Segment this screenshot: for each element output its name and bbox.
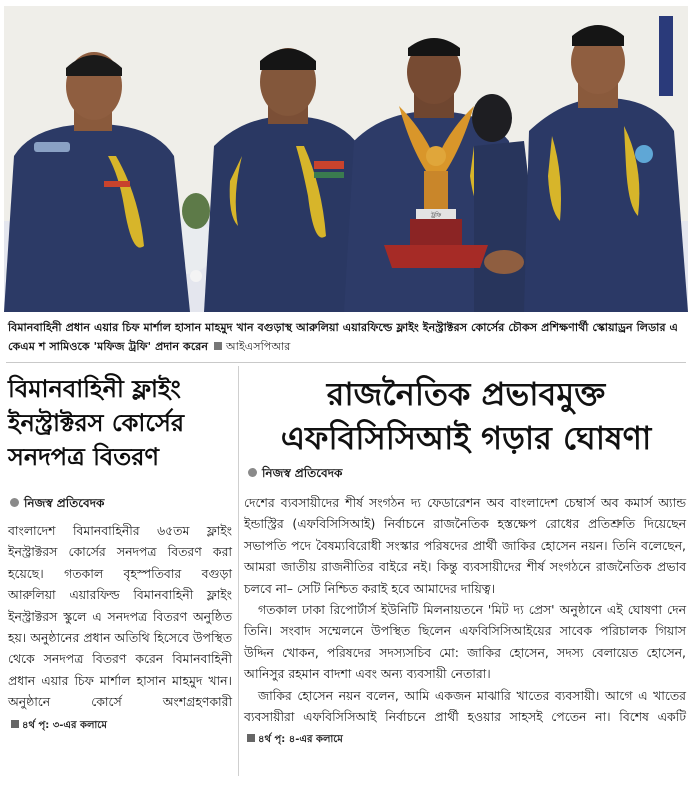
bullet-dot-icon — [248, 468, 257, 477]
right-paragraph-3 — [244, 685, 686, 751]
square-bullet-icon — [214, 342, 222, 350]
bullet-dot-icon — [10, 498, 19, 507]
square-bullet-icon — [247, 734, 255, 742]
right-story-continuation — [244, 734, 343, 745]
right-story-headline: রাজনৈতিক প্রভাবমুক্ত এফবিসিসিআই গড়ার ঘোষণা — [280, 375, 652, 457]
trophy-plaque-text: ট্রফি — [430, 212, 442, 219]
square-bullet-icon — [11, 720, 19, 728]
left-story-continuation — [8, 720, 107, 731]
right-story-byline — [248, 465, 342, 485]
left-story-headline: বিমানবাহিনী ফ্লাইং ইনস্ট্রাক্টরস কোর্সের সনদপত্র বিতরণ — [8, 375, 185, 471]
horizontal-divider — [6, 362, 686, 363]
left-story-byline — [10, 495, 104, 515]
news-photo — [4, 6, 688, 312]
banner-strip — [659, 16, 673, 96]
right-paragraph-2: গতকাল ঢাকা রিপোর্টার্স ইউনিটি মিলনায়তনে 'মিট দ্য প্রেস' অনুষ্ঠানে এই ঘোষণা দেন তিনি। সংবাদ সম্মেলনে উপস্থিত ছিলেন এফবিসিসিআইয়ের সাবেক পরিচালক গিয়াস উদ্দিন খোকন, পরিষদের সদস্যসচিব মো: জাকির হোসেন, সদস্য বেলায়েত হোসেন, আনিসুর রহমান বাদশা এবং অন্য ব্যবসায়ী নেতারা। — [244, 602, 686, 682]
right-jump-text: ৪র্থ পৃ: ৪-এর কলামে — [258, 734, 343, 746]
right-byline-text: নিজস্ব প্রতিবেদক — [262, 466, 343, 480]
caption-source: আইএসপিআর — [226, 340, 291, 353]
left-byline-text: নিজস্ব প্রতিবেদক — [24, 496, 105, 510]
award-ceremony-photo — [4, 6, 688, 312]
right-paragraph-3-text: জাকির হোসেন নয়ন বলেন, আমি একজন মাঝারি খাতের ব্যবসায়ী। আগে এ খাতের ব্যবসায়ীরা এফবিসিসিআই নির্বাচনে প্রার্থী হওয়ার সাহসই পেতেন না। বিশেষ একটি — [244, 687, 686, 725]
right-paragraph-1: দেশের ব্যবসায়ীদের শীর্ষ সংগঠন দ্য ফেডারেশন অব বাংলাদেশ চেম্বার্স অব কমার্স অ্যান্ড ইন্ডাস্ট্রির (এফবিসিসিআই) নির্বাচনে রাজনৈতিক হস্তক্ষেপ রোধের প্রতিশ্রুতি দিয়েছেন সভাপতি পদে বৈষম্যবিরোধী সংস্কার পরিষদের প্রার্থী জাকির হোসেন নয়ন। তিনি বলেছেন, আমরা জাতীয় রাজনীতির বাইরে নই। কিন্তু ব্যবসায়ীদের শীর্ষ সংগঠনে রাজনৈতিক প্রভাব চলবে না– সেটি নিশ্চিত করাই হবে আমাদের দায়িত্ব। — [244, 495, 686, 596]
left-story-body — [8, 520, 232, 736]
left-body-text: বাংলাদেশ বিমানবাহিনীর ৬৫তম ফ্লাইং ইনস্ট্রাক্টরস কোর্সের সনদপত্র বিতরণ করা হয়েছে। গতকাল বৃহস্পতিবার বগুড়া আরুলিয়া এয়ারফিল্ড বিমানবাহিনী ফ্লাইং ইনস্ট্রাক্টরস স্কুলে এ সনদপত্র বিতরণ অনুষ্ঠিত হয়। অনুষ্ঠানের প্রধান অতিথি হিসেবে উপস্থিত থেকে সনদপত্র বিতরণ করেন বিমানবাহিনী প্রধান এয়ার চিফ মার্শাল হাসান মাহমুদ খান। অনুষ্ঠানে কোর্সে অংশগ্রহণকারী — [8, 523, 232, 710]
left-jump-text: ৪র্থ পৃ: ৩-এর কলামে — [22, 719, 107, 731]
photo-caption — [8, 318, 684, 356]
caption-text: বিমানবাহিনী প্রধান এয়ার চিফ মার্শাল হাসান মাহমুদ খান বগুড়াস্থ আরুলিয়া এয়ারফিল্ডে ফ্লাইং ইনস্ট্রাক্টরস কোর্সের চৌকস প্রশিক্ষণার্থী স্কোয়াড্রন লিডার এ কেএম শ সামিওকে 'মফিজ ট্রফি' প্রদান করেন — [8, 321, 679, 353]
right-story-body — [244, 492, 686, 751]
column-divider — [238, 366, 239, 776]
